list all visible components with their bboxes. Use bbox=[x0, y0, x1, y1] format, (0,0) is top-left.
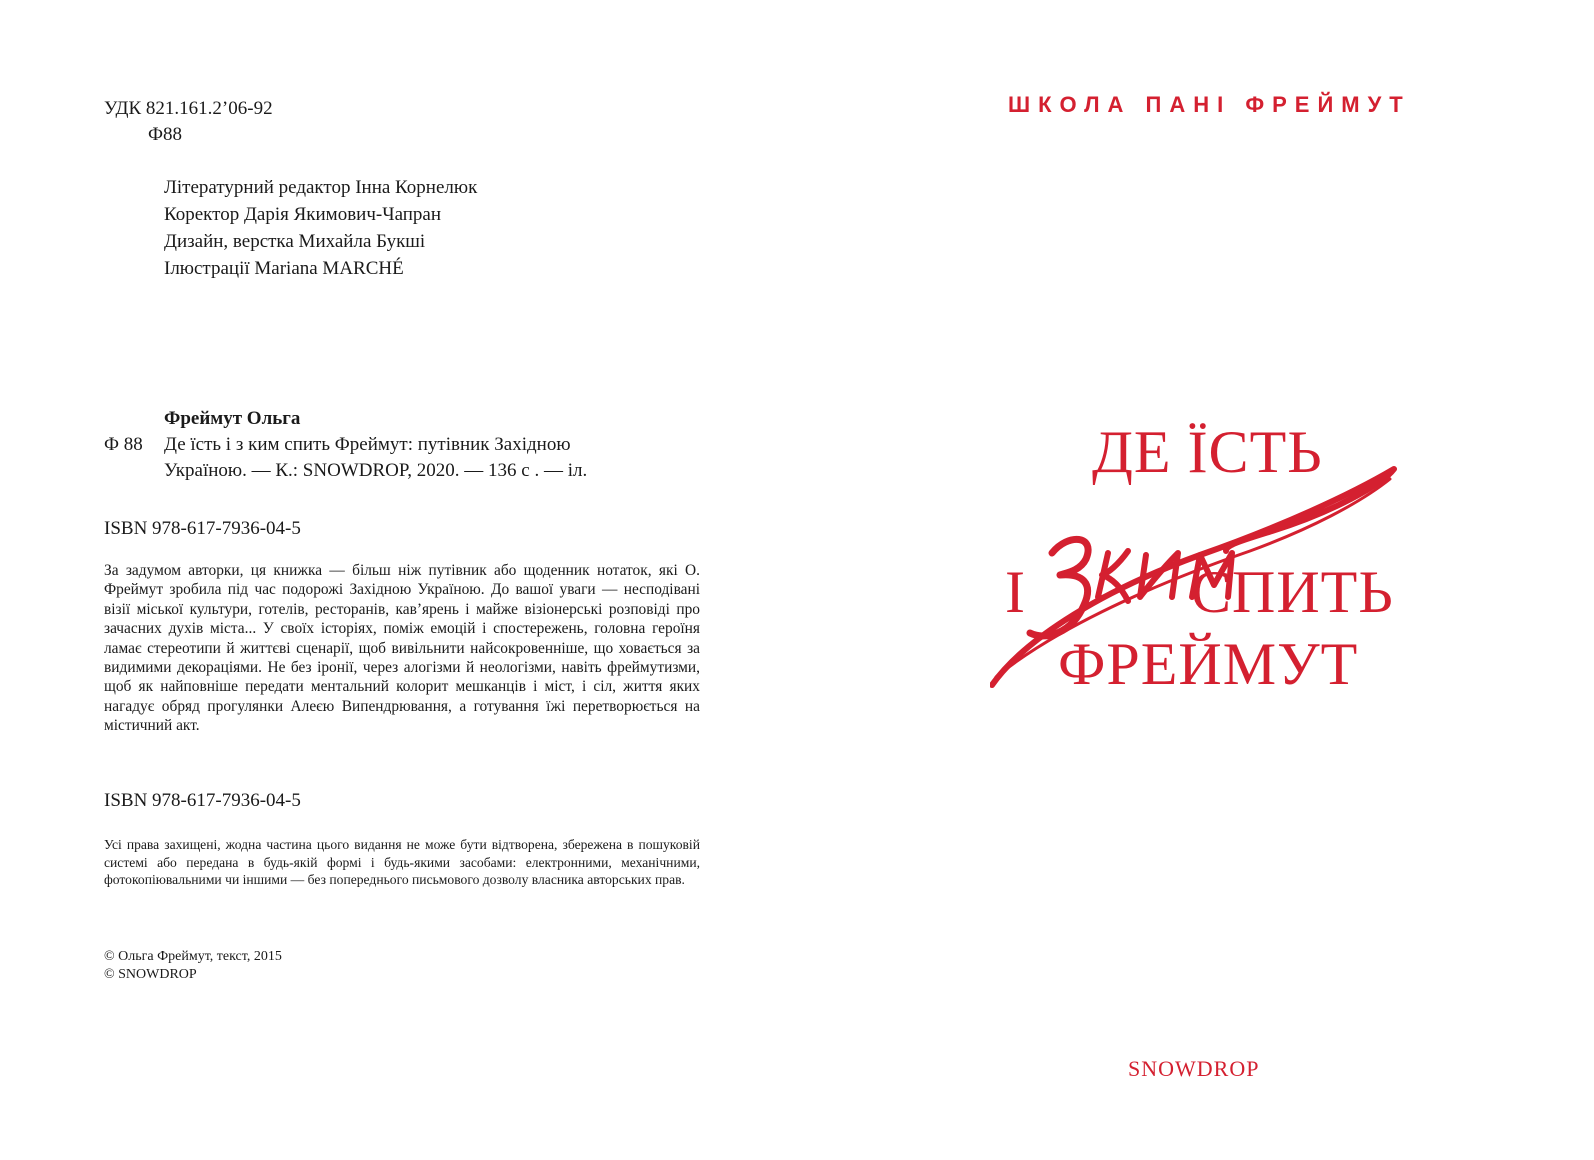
title-name: ФРЕЙМУТ bbox=[1058, 631, 1359, 697]
credit-design: Дизайн, верстка Михайла Букші bbox=[164, 231, 426, 252]
isbn-top: ISBN 978-617-7936-04-5 bbox=[104, 518, 301, 539]
record-line-2: Україною. — К.: SNOWDROP, 2020. — 136 с . — іл. bbox=[164, 460, 588, 481]
copyright-block bbox=[104, 948, 282, 984]
bibliographic-record bbox=[104, 406, 704, 484]
credit-proofreader: Коректор Дарія Якимович-Чапран bbox=[164, 204, 442, 225]
copyright-author: © Ольга Фреймут, текст, 2015 bbox=[104, 949, 282, 964]
credit-editor: Літературний редактор Інна Корнелюк bbox=[164, 177, 478, 198]
copyright-publisher: © SNOWDROP bbox=[104, 967, 197, 982]
rights-notice: Усі права захищені, жодна частина цього видання не може бути відтворена, збережена в пошуковій системі або передана в будь-якій формі і будь-якими засобами: електронними, механічними, фотокопіювальними чи іншими — без попереднього письмового дозволу власника авторських прав. bbox=[104, 837, 700, 888]
title-verb: СПИТЬ bbox=[1191, 559, 1394, 625]
classification-code: Ф88 bbox=[148, 124, 183, 145]
annotation-text: За задумом авторки, ця книжка — більш ніж путівник або щоденник нотаток, які О. Фреймут зробила під час подорожі Західною Україною. До вашої уваги — несподівані візії міської культури, готелів, ресторанів, кав’ярень і майже візіонерські розповіді про зачасних духів міста... У своїх історіях, поміж емоцій і спостережень, головна героїня ламає стереотипи й життєві сценарії, щоб вивільнити найсокровенніше, що ховається за видимими декораціями. Не без іронії, через алогізми й неологізми, навіть фреймутизми, щоб як найповніше передати ментальний колорит мешканців і міст, і сіл, життя яких нагадує обряд прогулянки Алеєю Випендрювання, а готування їжі перетворюється на містичний акт. bbox=[104, 562, 700, 735]
udk-code: УДК 821.161.2’06-92 bbox=[104, 98, 273, 119]
handwritten-scribble bbox=[990, 455, 1410, 695]
author-name: Фреймут Ольга bbox=[164, 408, 301, 429]
title-line-1: ДЕ ЇСТЬ bbox=[1092, 419, 1323, 485]
publisher-logo: SNOWDROP bbox=[1128, 1056, 1260, 1081]
record-line-1: Де їсть і з ким спить Фреймут: путівник Західною bbox=[164, 434, 571, 455]
udk-block bbox=[104, 96, 273, 148]
credits-block bbox=[164, 174, 477, 282]
class-mark: Ф 88 bbox=[104, 434, 143, 455]
title-conjunction: І bbox=[1005, 559, 1025, 625]
series-title: ШКОЛА ПАНІ ФРЕЙМУТ bbox=[1008, 92, 1411, 117]
isbn-bottom: ISBN 978-617-7936-04-5 bbox=[104, 790, 301, 811]
credit-illustrations: Ілюстрації Mariana MARCHÉ bbox=[164, 258, 404, 279]
